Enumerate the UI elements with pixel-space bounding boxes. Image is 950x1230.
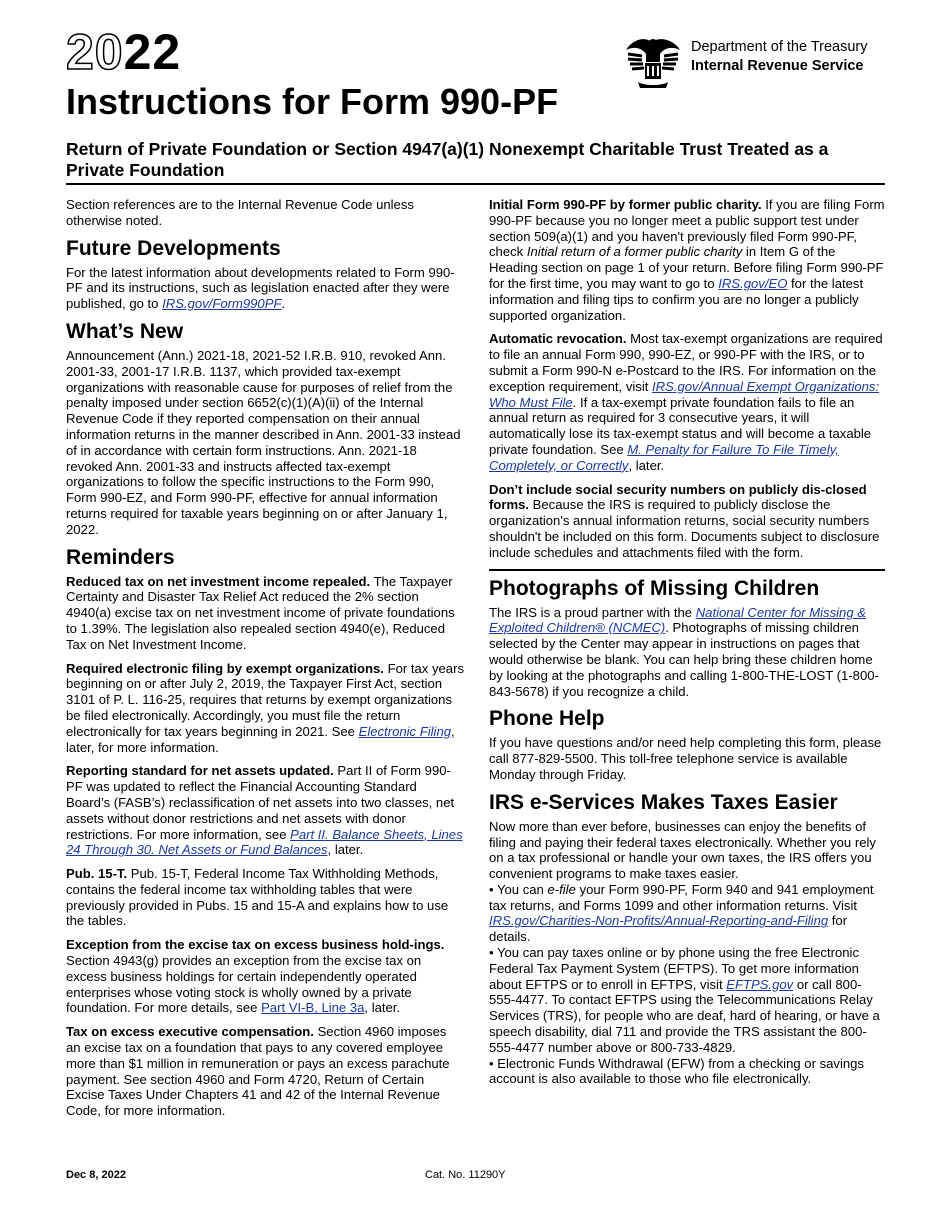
- auto-revocation-paragraph: Automatic revocation. Most tax-exempt organizations are required to file an annual Form 990, 990-EZ, or 990-PF with the IRS, or to submit a Form 990-N e-Postcard to the IRS. For information on the exception requirement, visit IRS.gov/Annual Exempt Organizations: Who Must File. If a tax-exempt private foundation fails to file an annual return as required for 3 consecutive years, it will automatically lose its tax-exempt status and will become a taxable private foundation. See M. Penalty for Failure To File Timely, Completely, or Correctly, later.: [489, 331, 883, 473]
- electronic-filing-link[interactable]: Electronic Filing: [358, 723, 452, 739]
- reminders-heading: Reminders: [66, 545, 175, 569]
- excess-holdings-heading: Exception from the excise tax on excess business hold-ings.: [66, 937, 445, 953]
- pub15t-heading: Pub. 15-T.: [66, 866, 128, 882]
- ncmec-link[interactable]: National Center for Missing & Exploited Children® (NCMEC): [489, 604, 866, 636]
- whats-new-heading: What’s New: [66, 319, 184, 343]
- page-subtitle: Return of Private Foundation or Section 4947(a)(1) Nonexempt Charitable Trust Treated as a Private Foundation: [66, 139, 829, 180]
- footer-cat-number: Cat. No. 11290Y: [425, 1169, 506, 1181]
- part-ii-link[interactable]: Part II. Balance Sheets, Lines 24 Through 30. Net Assets or Fund Balances: [66, 826, 463, 858]
- exec-comp-paragraph: Tax on excess executive compensation. Section 4960 imposes an excise tax on a foundation that pays to any covered employee more than $1 million in remuneration or pays an excess parachute payment. See section 4960 and Form 4720, Return of Certain Excise Taxes Under Chapters 41 and 42 of the Internal Revenue Code, for more information.: [66, 1024, 450, 1119]
- left-column: [66, 197, 464, 1127]
- annual-reporting-link[interactable]: IRS.gov/Charities-Non-Profits/Annual-Reporting-and-Filing: [489, 913, 829, 929]
- phone-paragraph: If you have questions and/or need help completing this form, please call 877-829-5500. This toll-free telephone service is available Monday through Friday.: [489, 735, 882, 782]
- footer-date: Dec 8, 2022: [66, 1169, 126, 1181]
- net-assets-paragraph: Reporting standard for net assets updated. Part II of Form 990-PF was updated to reflect the Financial Accounting Standard Board’s (FASB’s) reclassification of net assets into two classes, net assets without donor restrictions and net assets with donor restrictions. For more information, see Part II. Balance Sheets, Lines 24 Through 30. Net Assets or Fund Balances, later.: [66, 763, 463, 858]
- initial-990pf-paragraph: Initial Form 990-PF by former public charity. If you are filing Form 990-PF because you no longer meet a public support test under section 509(a)(1) and you haven't previously filed Form 990-PF, check Initial return of a former public charity in Item G of the Heading section on page 1 of your return. Before filing Form 990-PF for the first time, you may want to go to IRS.gov/EO for the latest information and filing tips to confirm you are no longer a publicly supported organization.: [489, 197, 885, 323]
- eservices-bullet-eftps: • You can pay taxes online or by phone using the free Electronic Federal Tax Payment System (EFTPS). To get more information about EFTPS or to enroll in EFTPS, visit EFTPS.gov or call 800-555-4477. To contact EFTPS using the Telecommunications Relay Services (TRS), for people who are deaf, hard of hearing, or have a speech disability, dial 711 and provide the TRS assistant the 800-555-4477 number above or 800-733-4829.: [489, 945, 880, 1055]
- who-must-file-link[interactable]: IRS.gov/Annual Exempt Organizations: Who Must File: [489, 378, 880, 410]
- pub15t-paragraph: Pub. 15-T. Pub. 15-T, Federal Income Tax Withholding Methods, contains the federal income tax withholding tables that were previously provided in Pubs. 15 and 15-A and explains how to use the tables.: [66, 866, 449, 929]
- ssn-heading: Don’t include social security numbers on publicly dis-closed forms.: [489, 481, 867, 513]
- agency-department: Department of the Treasury: [691, 39, 868, 55]
- header-rule: [66, 183, 885, 185]
- irs-eagle-icon: [622, 32, 684, 90]
- year-solid: 22: [123, 24, 182, 80]
- photos-paragraph: The IRS is a proud partner with the National Center for Missing & Exploited Children® (NCMEC). Photographs of missing children selected by the Center may appear in instructions on pages that would otherwise be blank. You can help bring these children home by looking at the photographs and calling 1-800-THE-LOST (1-800-843-5678) if you recognize a child.: [489, 604, 879, 699]
- whats-new-paragraph: Announcement (Ann.) 2021-18, 2021-52 I.R.B. 910, revoked Ann. 2001-33, 2001-17 I.R.B. 1137, which provided tax-exempt organizations with reasonable cause for purposes of relief from the penalty imposed under section 6652(c)(1)(A)(ii) of the Internal Revenue Code if they reported compensation on their annual information returns in the manner described in Ann. 2001-33 instead of in accordance with certain form instructions. Ann. 2021-18 revoked Ann. 2001-33 and instructs affected tax-exempt organizations to follow the specific instructions to the Form 990, Form 990-EZ, and Form 990-PF, effective for annual information returns required for taxable years beginning on or after January 1, 2022.: [66, 347, 461, 537]
- agency-irs: Internal Revenue Service: [691, 58, 864, 74]
- form-year: [66, 26, 181, 78]
- agency-block: [691, 38, 868, 76]
- net-assets-heading: Reporting standard for net assets updated.: [66, 763, 334, 779]
- auto-revocation-heading: Automatic revocation.: [489, 331, 627, 347]
- exec-comp-heading: Tax on excess executive compensation.: [66, 1024, 314, 1040]
- intro-text: Section references are to the Internal Revenue Code unless otherwise noted.: [66, 197, 414, 228]
- form990pf-link[interactable]: IRS.gov/Form990PF: [162, 296, 282, 312]
- irs-eo-link[interactable]: IRS.gov/EO: [718, 275, 788, 291]
- part-vib-link[interactable]: Part VI-B, Line 3a: [261, 1000, 365, 1016]
- future-paragraph: For the latest information about developments related to Form 990-PF and its instructions, such as legislation enacted after they were published, go to IRS.gov/Form990PF.: [66, 264, 455, 312]
- eftps-link[interactable]: EFTPS.gov: [726, 976, 794, 992]
- reduced-tax-heading: Reduced tax on net investment income repealed.: [66, 573, 371, 589]
- excess-holdings-paragraph: Exception from the excise tax on excess business hold-ings. Section 4943(g) provides an exception from the excise tax on excess business holdings for certain independently operated enterprises whose voting stock is wholly owned by a private foundation. For more details, see Part VI-B, Line 3a, later.: [66, 937, 445, 1016]
- penalty-link[interactable]: M. Penalty for Failure To File Timely, Completely, or Correctly: [489, 441, 839, 473]
- ssn-paragraph: Don’t include social security numbers on publicly dis-closed forms. Because the IRS is required to publicly disclose the organization's annual information returns, social security numbers shouldn't be included on this form. Documents subject to disclosure include schedules and attachments filed with the form.: [489, 481, 880, 560]
- future-heading: Future Developments: [66, 236, 281, 260]
- efile-paragraph: Required electronic filing by exempt organizations. For tax years beginning on or after July 2, 2019, the Taxpayer First Act, section 3101 of P. L. 116-25, requires that returns by exempt organizations be filed electronically. Accordingly, you must file the return electronically for tax years beginning in 2021. See Electronic Filing, later, for more information.: [66, 660, 464, 755]
- eservices-heading: IRS e-Services Makes Taxes Easier: [489, 790, 838, 814]
- year-outline: 20: [66, 24, 124, 80]
- section-divider: [489, 569, 885, 571]
- eservices-bullet-efw: • Electronic Funds Withdrawal (EFW) from a checking or savings account is also available to those who file electronically.: [489, 1055, 864, 1087]
- right-column: [489, 197, 885, 1087]
- photos-heading: Photographs of Missing Children: [489, 576, 820, 600]
- efile-heading: Required electronic filing by exempt organizations.: [66, 660, 384, 676]
- phone-heading: Phone Help: [489, 707, 605, 731]
- initial-990pf-heading: Initial Form 990-PF by former public charity.: [489, 197, 762, 212]
- reduced-tax-paragraph: Reduced tax on net investment income repealed. The Taxpayer Certainty and Disaster Tax Relief Act reduced the 2% section 4940(a) excise tax on net investment income of private foundations to 1.39%. The legislation also repealed section 4940(e), Reduced Tax on Net Investment Income.: [66, 573, 455, 652]
- eservices-bullet-efile: • You can e-file your Form 990-PF, Form 940 and 941 employment tax returns, and Forms 1099 and other information returns. Visit IRS.gov/Charities-Non-Profits/Annual-Reporting-and-Filing for details.: [489, 881, 874, 945]
- page-title: Instructions for Form 990-PF: [66, 81, 559, 122]
- eservices-paragraph: Now more than ever before, businesses can enjoy the benefits of filing and paying their federal taxes electronically. Whether you rely on a tax professional or handle your own taxes, the IRS offers you convenient programs to make taxes easier.: [489, 818, 876, 882]
